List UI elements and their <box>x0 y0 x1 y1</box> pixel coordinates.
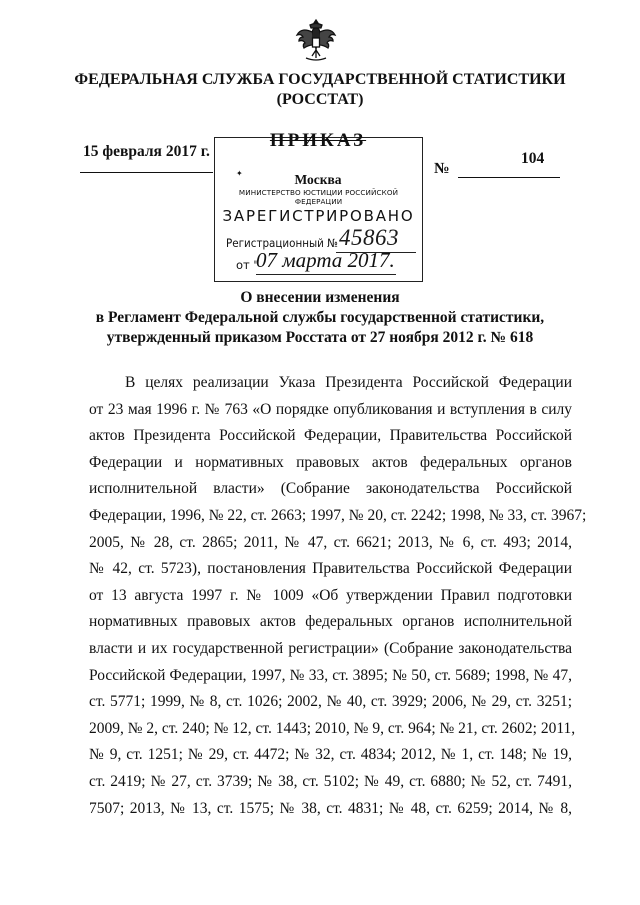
body-line: Федерации и нормативных правовых актов федеральных органов <box>89 453 572 471</box>
body-line: актов Президента Российской Федерации, Правительства Российской <box>89 427 572 445</box>
body-line: 7507; 2013, № 13, ст. 1575; № 38, ст. 4831; № 48, ст. 6259; 2014, № 8, <box>89 799 572 817</box>
agency-name: ФЕДЕРАЛЬНАЯ СЛУЖБА ГОСУДАРСТВЕННОЙ СТАТИСТИКИ <box>74 71 566 88</box>
order-heading: ПРИКАЗ <box>269 130 367 151</box>
order-number: 104 <box>521 150 545 167</box>
stamp-ministry: МИНИСТЕРСТВО ЮСТИЦИИ РОССИЙСКОЙ ФЕДЕРАЦИИ <box>238 188 399 206</box>
document-title-line: в Регламент Федеральной службы государственной статистики, <box>95 309 545 326</box>
date-underline <box>80 172 213 173</box>
body-line: исполнительной власти» (Собрание законодательства Российской <box>89 480 572 498</box>
body-line: 2005, № 28, ст. 2865; 2011, № 47, ст. 6621; 2013, № 6, ст. 493; 2014, <box>89 533 572 551</box>
order-date: 15 февраля 2017 г. <box>83 143 210 160</box>
body-line: № 9, ст. 1251; № 29, ст. 4472; № 32, ст. 4834; 2012, № 1, ст. 148; № 19, <box>89 746 572 764</box>
city: Москва <box>294 172 342 187</box>
body-line: ст. 2419; № 27, ст. 3739; № 38, ст. 5102; № 49, ст. 6880; № 52, ст. 7491, <box>89 772 572 790</box>
number-sign: № <box>434 160 450 177</box>
stamp-from-underline <box>256 274 396 275</box>
body-line: от 13 августа 1997 г. № 1009 «Об утверждении Правил подготовки <box>89 586 572 604</box>
document-title-line: утвержденный приказом Росстата от 27 ноября 2012 г. № 618 <box>106 329 534 346</box>
stamp-from-label: от " <box>236 258 259 272</box>
body-line: В целях реализации Указа Президента Российской Федерации <box>125 374 572 391</box>
body-line: власти и их государственной регистрации» (Собрание законодательства <box>89 639 572 657</box>
body-line: нормативных правовых актов федеральных органов исполнительной <box>89 613 572 631</box>
agency-abbreviation: (РОССТАТ) <box>276 91 364 108</box>
number-underline <box>458 177 560 178</box>
body-line: 2009, № 2, ст. 240; № 12, ст. 1443; 2010, № 9, ст. 964; № 21, ст. 2602; 2011, <box>89 719 576 737</box>
stamp-reg-number: 45863 <box>339 225 399 250</box>
body-line: ст. 5771; 1999, № 8, ст. 1026; 2002, № 40, ст. 3929; 2006, № 29, ст. 3251; <box>89 693 572 711</box>
small-eagle-icon: ✦ <box>236 169 243 178</box>
body-line: от 23 мая 1996 г. № 763 «О порядке опубликования и вступления в силу <box>89 400 572 418</box>
stamp-reg-label: Регистрационный № <box>226 236 338 250</box>
document-body <box>89 370 587 822</box>
stamp-registered: ЗАРЕГИСТРИРОВАНО <box>222 207 415 225</box>
coat-of-arms-icon <box>291 16 341 66</box>
body-line: Федерации, 1996, № 22, ст. 2663; 1997, № 20, ст. 2242; 1998, № 33, ст. 3967; <box>89 506 587 524</box>
document-title-line: О внесении изменения <box>240 289 400 306</box>
body-line: № 42, ст. 5723), постановления Правительства Российской Федерации <box>89 560 572 578</box>
stamp-from-date: 07 марта 2017. <box>256 248 395 272</box>
body-line: Российской Федерации, 1997, № 33, ст. 3895; № 50, ст. 5689; 1998, № 47, <box>89 666 572 684</box>
